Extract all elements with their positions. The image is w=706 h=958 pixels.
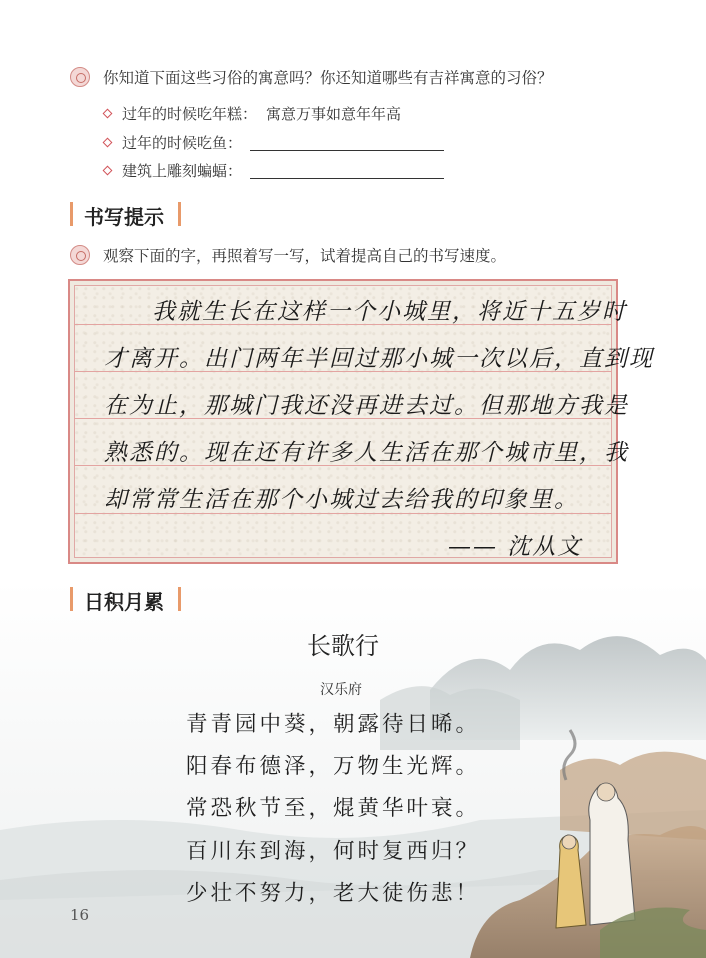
section-bar-right	[178, 587, 181, 611]
question-icon	[70, 67, 90, 87]
handwriting-frame	[68, 279, 654, 564]
answer-blank-line[interactable]	[250, 178, 444, 179]
poem-line: 少壮不努力，老大徒伤悲！	[186, 881, 481, 906]
writing-instruction: 观察下面的字，再照着写一写，试着提高自己的书写速度。	[103, 247, 507, 265]
section-title-writing: 书写提示	[84, 205, 164, 229]
page-number: 16	[70, 906, 90, 924]
handwriting-line: 却常常生活在那个小城过去给我的印象里。	[104, 487, 579, 513]
section-bar-right	[178, 202, 181, 226]
handwriting-line: 熟悉的。现在还有许多人生活在那个城市里，我	[104, 440, 629, 466]
question-prompt: 你知道下面这些习俗的寓意吗？你还知道哪些有吉祥寓意的习俗？	[103, 69, 553, 87]
poem-title: 长歌行	[307, 632, 379, 660]
bullet-diamond-icon	[103, 138, 113, 148]
poem-line: 常恐秋节至，焜黄华叶衰。	[186, 796, 481, 821]
handwriting-signature: —— 沈从文	[448, 534, 583, 560]
section-title-poem: 日积月累	[84, 590, 164, 614]
handwriting-line: 在为止，那城门我还没再进去过。但那地方我是	[104, 393, 629, 419]
custom-item-label: 过年的时候吃鱼：	[122, 134, 243, 152]
poem-line: 阳春布德泽，万物生光辉。	[186, 754, 481, 779]
handwriting-line: 才离开。出门两年半回过那小城一次以后，直到现	[104, 346, 654, 372]
custom-item-label: 建筑上雕刻蝙蝠：	[122, 162, 243, 180]
section-bar-left	[70, 587, 73, 611]
custom-item-label: 过年的时候吃年糕：	[122, 105, 258, 123]
answer-blank-line[interactable]	[250, 150, 444, 151]
question-icon	[70, 245, 90, 265]
custom-item-answer: 寓意万事如意年年高	[266, 105, 402, 123]
handwriting-line: 我就生长在这样一个小城里，将近十五岁时	[152, 299, 627, 325]
section-bar-left	[70, 202, 73, 226]
poem-author: 汉乐府	[320, 682, 362, 698]
bullet-diamond-icon	[103, 109, 113, 119]
poem-line: 青青园中葵，朝露待日晞。	[186, 712, 481, 737]
bullet-diamond-icon	[103, 166, 113, 176]
poem-line: 百川东到海，何时复西归？	[186, 839, 481, 864]
